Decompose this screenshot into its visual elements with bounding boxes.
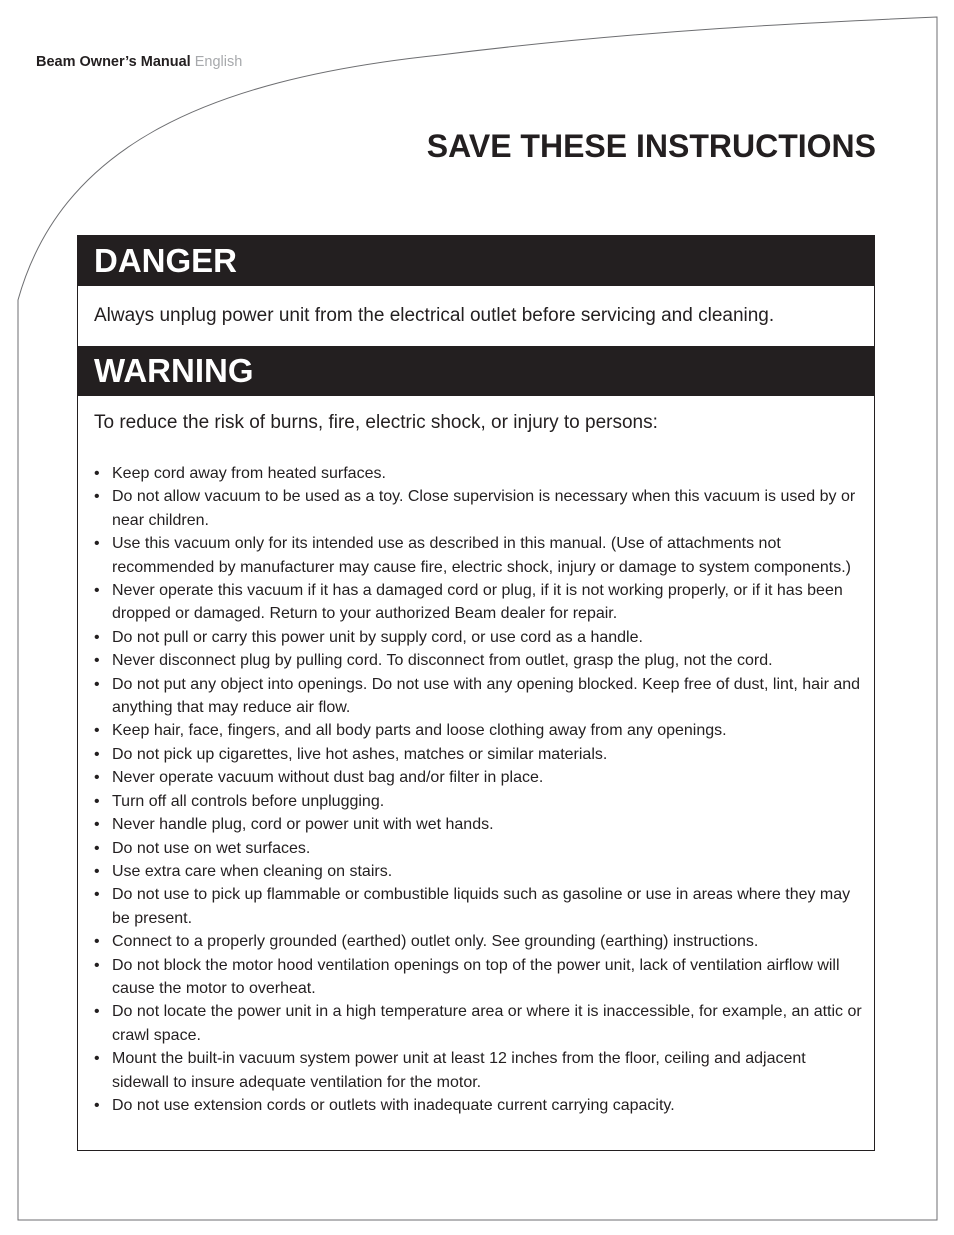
list-item: • Connect to a properly grounded (earthed) outlet only. See grounding (earthing) instructions.	[94, 930, 866, 953]
list-item: • Keep hair, face, fingers, and all body parts and loose clothing away from any openings.	[94, 719, 866, 742]
list-item: • Never operate this vacuum if it has a damaged cord or plug, if it is not working properly, or if it has been dropped or damaged. Return to your authorized Beam dealer for repair.	[94, 579, 866, 626]
danger-text: Always unplug power unit from the electrical outlet before servicing and cleaning.	[94, 305, 775, 326]
list-item: • Do not pick up cigarettes, live hot ashes, matches or similar materials.	[94, 743, 866, 766]
warning-heading: WARNING	[78, 346, 874, 396]
safety-box	[77, 235, 875, 1151]
list-item: • Do not use on wet surfaces.	[94, 837, 866, 860]
list-item: • Keep cord away from heated surfaces.	[94, 462, 866, 485]
warning-list	[78, 462, 874, 1117]
list-item: • Never operate vacuum without dust bag and/or filter in place.	[94, 766, 866, 789]
danger-heading: DANGER	[78, 236, 874, 286]
list-item: • Use this vacuum only for its intended use as described in this manual. (Use of attachments not recommended by manufacturer may cause fire, electric shock, injury or damage to system components.)	[94, 532, 866, 579]
running-header	[36, 53, 242, 71]
list-item: • Do not pull or carry this power unit by supply cord, or use cord as a handle.	[94, 626, 866, 649]
list-item: • Use extra care when cleaning on stairs.	[94, 860, 866, 883]
list-item: • Turn off all controls before unplugging.	[94, 790, 866, 813]
list-item: • Mount the built-in vacuum system power unit at least 12 inches from the floor, ceiling and adjacent sidewall to insure adequate ventilation for the motor.	[94, 1047, 866, 1094]
warning-intro: To reduce the risk of burns, fire, electric shock, or injury to persons:	[94, 412, 658, 433]
list-item: • Do not allow vacuum to be used as a toy. Close supervision is necessary when this vacuum is used by or near children.	[94, 485, 866, 532]
language-label: English	[194, 54, 243, 70]
manual-title: Beam Owner’s Manual	[36, 54, 191, 70]
list-item: • Never disconnect plug by pulling cord. To disconnect from outlet, grasp the plug, not the cord.	[94, 649, 866, 672]
list-item: • Do not locate the power unit in a high temperature area or where it is inaccessible, for example, an attic or crawl space.	[94, 1000, 866, 1047]
list-item: • Never handle plug, cord or power unit with wet hands.	[94, 813, 866, 836]
list-item: • Do not block the motor hood ventilation openings on top of the power unit, lack of ventilation airflow will cause the motor to overheat.	[94, 954, 866, 1001]
list-item: • Do not use to pick up flammable or combustible liquids such as gasoline or use in areas where they may be present.	[94, 883, 866, 930]
list-item: • Do not put any object into openings. Do not use with any opening blocked. Keep free of dust, lint, hair and anything that may reduce air flow.	[94, 673, 866, 720]
list-item: • Do not use extension cords or outlets with inadequate current carrying capacity.	[94, 1094, 866, 1117]
page-title: SAVE THESE INSTRUCTIONS	[426, 128, 876, 164]
